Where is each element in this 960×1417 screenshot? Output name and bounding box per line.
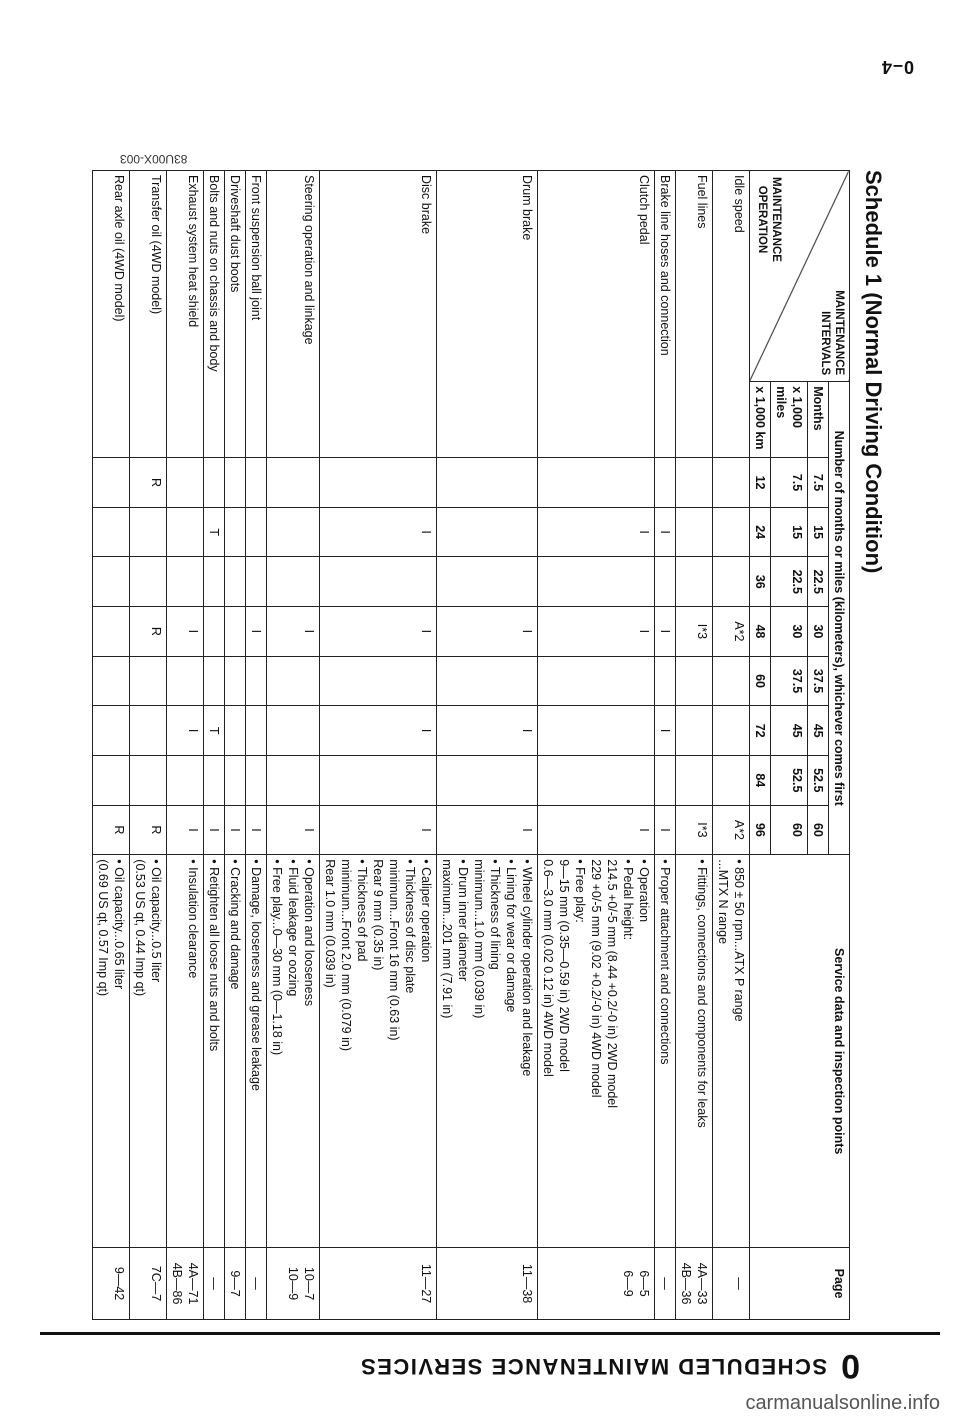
interval-mark: I [225,805,246,855]
page-ref: 4B—36 [679,1262,693,1305]
page-reference [713,1248,750,1320]
interval-mark [655,755,676,805]
page-ref: 6—9 [621,1270,635,1297]
interval-value: 72 [750,706,771,756]
inspection-points [320,855,437,1248]
intervals-label: MAINTENANCE [833,290,845,376]
interval-mark [167,557,204,607]
operation-name: Bolts and nuts on chassis and body [204,171,225,458]
header-corner [750,171,850,382]
interval-mark [676,458,713,508]
inspection-point: • Thickness of lining [488,859,502,970]
interval-mark [130,557,167,607]
inspection-point: • Damage, looseness and grease leakage [249,859,263,1091]
page-reference [167,1248,204,1320]
interval-group-header: Number of months or miles (kilometers), whichever comes first [829,382,850,855]
page-reference [538,1248,655,1320]
inspection-points [676,855,713,1248]
interval-mark [93,557,130,607]
interval-mark [267,706,320,756]
table-row [655,171,676,1320]
table-row [713,171,750,1320]
page-ref: 4B—86 [170,1262,184,1305]
interval-mark [130,755,167,805]
interval-mark [538,706,655,756]
interval-mark [246,755,267,805]
service-data-header: Service data and inspection points [750,855,850,1248]
interval-mark [320,557,437,607]
page-ref: 10—9 [286,1266,300,1301]
interval-value: 48 [750,607,771,657]
interval-mark: I*3 [676,805,713,855]
operation-name: Rear axle oil (4WD model) [93,171,130,458]
interval-mark: I [655,706,676,756]
page-column-header: Page [750,1248,850,1320]
operation-name: Disc brake [320,171,437,458]
interval-mark: I [320,607,437,657]
schedule-sheet [96,170,886,1320]
inspection-points [246,855,267,1248]
interval-mark: I [320,805,437,855]
table-row [538,171,655,1320]
page-ref: — [249,1277,263,1290]
page-reference [246,1248,267,1320]
table-row [437,171,538,1320]
watermark: carmanualsonline.info [745,1392,940,1414]
interval-mark [676,656,713,706]
page-reference [225,1248,246,1320]
operation-name: Fuel lines [676,171,713,458]
page-ref: 4A—71 [186,1262,200,1305]
inspection-point: (0.69 US qt, 0.57 Imp qt) [96,859,110,997]
interval-value: 60 [808,805,829,855]
page-reference [204,1248,225,1320]
interval-value: 36 [750,557,771,607]
inspection-point: • Retighten all loose nuts and bolts [207,859,221,1052]
interval-mark: A*2 [713,607,750,657]
interval-mark [267,458,320,508]
interval-mark [93,656,130,706]
interval-mark: I [246,607,267,657]
interval-mark [655,458,676,508]
page-reference [676,1248,713,1320]
interval-mark: T [204,507,225,557]
inspection-point: 214.5 +0/-5 mm (8.44 +0.2/-0 in) 2WD model [605,859,619,1109]
interval-mark [267,507,320,557]
interval-mark: I [437,607,538,657]
document-code: 83U00X-003 [120,152,188,166]
inspection-point: • Operation and looseness [302,859,316,1007]
interval-mark: I [320,706,437,756]
interval-mark: I [655,607,676,657]
interval-value: 24 [750,507,771,557]
inspection-point: • Pedal height: [621,859,635,941]
interval-mark: T [204,706,225,756]
interval-value: 22.5 [771,557,808,607]
interval-mark: I*3 [676,607,713,657]
interval-value: 52.5 [808,755,829,805]
interval-mark [538,755,655,805]
page-ref: 6—5 [637,1270,651,1297]
interval-mark: I [167,607,204,657]
interval-mark: I [320,507,437,557]
interval-value: 30 [771,607,808,657]
page-reference [437,1248,538,1320]
interval-mark [320,755,437,805]
inspection-point: minimum...Front 2.0 mm (0.079 in) [339,859,353,1051]
interval-mark [167,755,204,805]
page-number: 0–4 [880,57,914,77]
interval-mark: I [538,805,655,855]
interval-mark [225,656,246,706]
inspection-point: • Free play: [573,859,587,923]
section-title: SCHEDULED MAINTENANCE SERVICES [359,1354,828,1379]
interval-mark [713,706,750,756]
interval-mark [204,656,225,706]
inspection-point: • Fluid leakage or oozing [286,859,300,997]
interval-mark [204,755,225,805]
interval-mark [320,656,437,706]
operation-label-2: OPERATION [755,185,768,254]
interval-mark: I [655,507,676,557]
inspection-point: • Caliper operation [419,859,433,963]
interval-value: 7.5 [808,458,829,508]
operation-name: Clutch pedal [538,171,655,458]
interval-value: 15 [808,507,829,557]
interval-mark [93,507,130,557]
interval-mark [267,557,320,607]
table-row [676,171,713,1320]
inspection-point: ...MTX N range [716,859,730,945]
interval-mark: I [267,805,320,855]
interval-mark [267,656,320,706]
interval-mark [93,458,130,508]
interval-mark [225,607,246,657]
inspection-point: • Oil capacity...0.5 liter [149,859,163,983]
interval-mark [167,507,204,557]
page-ref: 9—7 [228,1270,242,1297]
interval-mark [167,656,204,706]
inspection-point: • Oil capacity...0.65 liter [112,859,126,990]
inspection-point: • Drum inner diameter [456,859,470,982]
interval-value: 30 [808,607,829,657]
interval-mark [246,507,267,557]
section-header [300,1346,860,1386]
interval-mark [320,458,437,508]
inspection-points [130,855,167,1248]
interval-mark [246,458,267,508]
interval-mark [204,458,225,508]
interval-mark [130,656,167,706]
interval-mark [713,458,750,508]
page-ref: — [732,1277,746,1290]
interval-mark: I [246,805,267,855]
interval-mark [204,607,225,657]
interval-mark [204,557,225,607]
page-reference [267,1248,320,1320]
table-row [320,171,437,1320]
interval-mark [713,656,750,706]
section-code: 0 [841,1347,860,1386]
interval-mark: I [437,706,538,756]
interval-value: 15 [771,507,808,557]
interval-mark [93,755,130,805]
interval-value: 37.5 [808,656,829,706]
unit-label: x 1,000 km [750,382,771,458]
operation-label: MAINTENANCE [769,177,782,262]
interval-value: 60 [771,805,808,855]
page-reference [93,1248,130,1320]
interval-mark [225,557,246,607]
inspection-point: Rear 1.0 mm (0.039 in) [323,859,337,988]
operation-name: Exhaust system heat shield [167,171,204,458]
interval-mark [437,507,538,557]
inspection-point: maximum...201 mm (7.91 in) [440,859,454,1019]
interval-mark [713,755,750,805]
inspection-point: • Proper attachment and connections [658,859,672,1065]
inspection-point: • Free play...0—30 mm (0—1.18 in) [270,859,284,1056]
interval-mark [167,458,204,508]
interval-mark [713,507,750,557]
inspection-points [93,855,130,1248]
maintenance-schedule-table [92,170,850,1320]
interval-mark: A*2 [713,805,750,855]
inspection-point: 229 +0/-5 mm (9.02 +0.2/-0 in) 4WD model [589,859,603,1098]
interval-mark [676,755,713,805]
inspection-point: minimum...1.0 mm (0.039 in) [472,859,486,1019]
page-ref: 11—27 [419,1263,433,1304]
interval-mark [93,607,130,657]
inspection-point: • Thickness of pad [355,859,369,962]
table-row [204,171,225,1320]
page-ref: — [207,1277,221,1290]
interval-mark: I [655,805,676,855]
table-row [246,171,267,1320]
interval-mark [655,557,676,607]
inspection-points [225,855,246,1248]
inspection-point: • Fittings, connections and components for leaks [695,859,709,1128]
page-reference [655,1248,676,1320]
interval-mark [225,458,246,508]
page-ref: 10—7 [302,1266,316,1301]
schedule-body [93,171,750,1320]
interval-mark: R [130,805,167,855]
inspection-point: 9—15 mm (0.35—0.59 in) 2WD model [557,859,571,1072]
inspection-point: Rear 9 mm (0.35 in) [371,859,385,971]
interval-mark [437,557,538,607]
inspection-point: (0.53 US qt, 0.44 Imp qt) [133,859,147,997]
interval-value: 45 [771,706,808,756]
page-ref: — [658,1277,672,1290]
interval-mark: I [538,507,655,557]
inspection-point: 0.6—3.0 mm (0.02 0.12 in) 4WD model [541,859,555,1077]
unit-label: Months [808,382,829,458]
interval-mark [225,755,246,805]
page-reference [130,1248,167,1320]
interval-mark [713,557,750,607]
interval-mark: I [167,706,204,756]
interval-value: 12 [750,458,771,508]
interval-mark [130,706,167,756]
table-row [225,171,246,1320]
inspection-points [538,855,655,1248]
page-ref: 7C—7 [149,1265,163,1302]
interval-value: 96 [750,805,771,855]
inspection-points [204,855,225,1248]
inspection-points [437,855,538,1248]
inspection-point: • Cracking and damage [228,859,242,990]
interval-value: 7.5 [771,458,808,508]
page-ref: 11—38 [520,1263,534,1304]
interval-mark [267,755,320,805]
operation-name: Drum brake [437,171,538,458]
schedule-title: Schedule 1 (Normal Driving Condition) [861,170,886,574]
interval-mark [655,656,676,706]
interval-mark [437,458,538,508]
page-ref: 4A—33 [695,1262,709,1305]
interval-mark [225,507,246,557]
intervals-label-2: INTERVALS [819,311,832,376]
table-row [167,171,204,1320]
inspection-points [167,855,204,1248]
interval-mark [538,458,655,508]
interval-mark [246,656,267,706]
operation-name: Front suspension ball joint [246,171,267,458]
inspection-point: • Lining for wear or damage [504,859,518,1013]
interval-value: 37.5 [771,656,808,706]
interval-mark: I [267,607,320,657]
interval-mark [246,557,267,607]
interval-mark [676,706,713,756]
interval-value: 22.5 [808,557,829,607]
interval-value: 45 [808,706,829,756]
interval-mark: I [204,805,225,855]
interval-mark [538,656,655,706]
inspection-point: minimum...Front 16 mm (0.63 in) [387,859,401,1041]
interval-mark [676,557,713,607]
table-row [130,171,167,1320]
interval-mark: I [437,805,538,855]
interval-value: 52.5 [771,755,808,805]
interval-mark [225,706,246,756]
interval-mark: R [130,458,167,508]
interval-mark [246,706,267,756]
interval-mark [93,706,130,756]
interval-value: 84 [750,755,771,805]
interval-mark [538,557,655,607]
unit-label: x 1,000 miles [771,382,808,458]
operation-name: Driveshaft dust boots [225,171,246,458]
operation-name: Steering operation and linkage [267,171,320,458]
interval-mark: R [130,607,167,657]
footer-rule [40,1332,940,1335]
table-row [267,171,320,1320]
interval-value: 60 [750,656,771,706]
interval-mark: R [93,805,130,855]
operation-name: Brake line hoses and connection [655,171,676,458]
interval-mark: I [538,607,655,657]
inspection-point: • Operation [637,859,651,923]
inspection-point: • Thickness of disc plate [403,859,417,994]
operation-name: Transfer oil (4WD model) [130,171,167,458]
inspection-points [267,855,320,1248]
table-row [93,171,130,1320]
page-ref: 9—42 [112,1266,126,1301]
operation-name: Idle speed [713,171,750,458]
interval-mark [676,507,713,557]
inspection-points [655,855,676,1248]
interval-mark [437,656,538,706]
inspection-point: • Insulation clearance [186,859,200,979]
interval-mark [437,755,538,805]
inspection-point: • Wheel cylinder operation and leakage [520,859,534,1077]
interval-mark: I [167,805,204,855]
page-reference [320,1248,437,1320]
inspection-points [713,855,750,1248]
inspection-point: • 850 ± 50 rpm...ATX P range [732,859,746,1022]
interval-mark [130,507,167,557]
